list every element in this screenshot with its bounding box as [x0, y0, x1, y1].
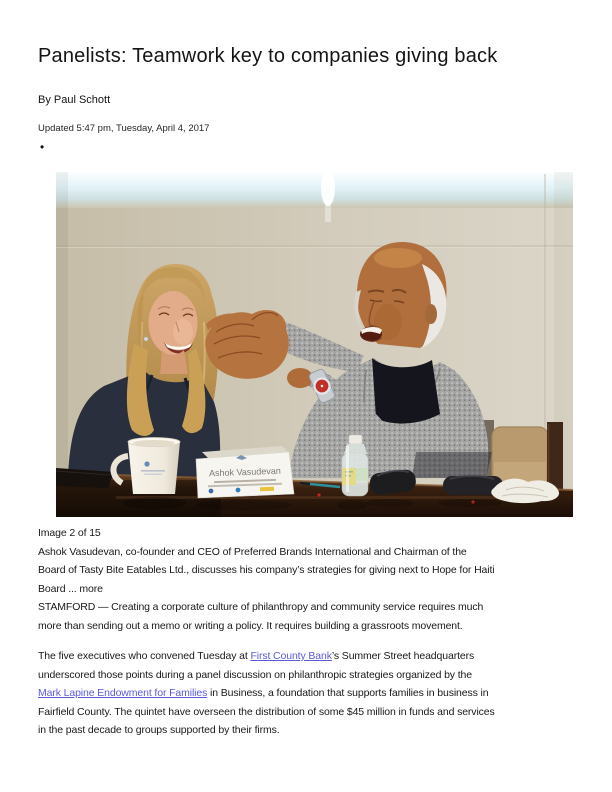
- article-title: Panelists: Teamwork key to companies giving back: [38, 45, 498, 67]
- name-card: [196, 446, 294, 498]
- photo-illustration: [56, 172, 573, 517]
- image-counter: Image 2 of 15: [38, 527, 101, 539]
- name-card-text: Ashok Vasudevan: [208, 465, 281, 479]
- body-paragraph: The five executives who convened Tuesday at First County Bank’s Summer Street headquarters underscored those points during a panel discussion on philanthropic strategies organized by the Mark Lapine Endowment for Families in Business, a foundation that supports families in business in Fairfield County. The quintet have overseen the distribution of some $45 million in funds and services in the past decade to groups supported by their firms.: [38, 650, 495, 736]
- list-bullet: •: [40, 140, 45, 154]
- article-byline: By Paul Schott: [38, 94, 111, 106]
- article-link[interactable]: Mark Lapine Endowment for Families: [38, 687, 208, 699]
- article-link[interactable]: First County Bank: [250, 650, 332, 662]
- body-paragraph: STAMFORD — Creating a corporate culture of philanthropy and community service requires much more than sending out a memo or writing a policy. It requires building a grassroots movement.: [38, 601, 484, 632]
- article-body: [38, 598, 496, 740]
- caption-more-toggle[interactable]: more: [79, 582, 103, 595]
- photo-caption: [38, 543, 496, 599]
- article-updated-timestamp: Updated 5:47 pm, Tuesday, April 4, 2017: [38, 123, 210, 134]
- article-text-column: [38, 524, 496, 740]
- photo-caption-text: Ashok Vasudevan, co-founder and CEO of Preferred Brands International and Chairman of the Board of Tasty Bite Eatables Ltd., discusses his company’s strategies for giving next to Hope for Haiti Board ...: [38, 545, 495, 595]
- article-photo[interactable]: [56, 172, 573, 517]
